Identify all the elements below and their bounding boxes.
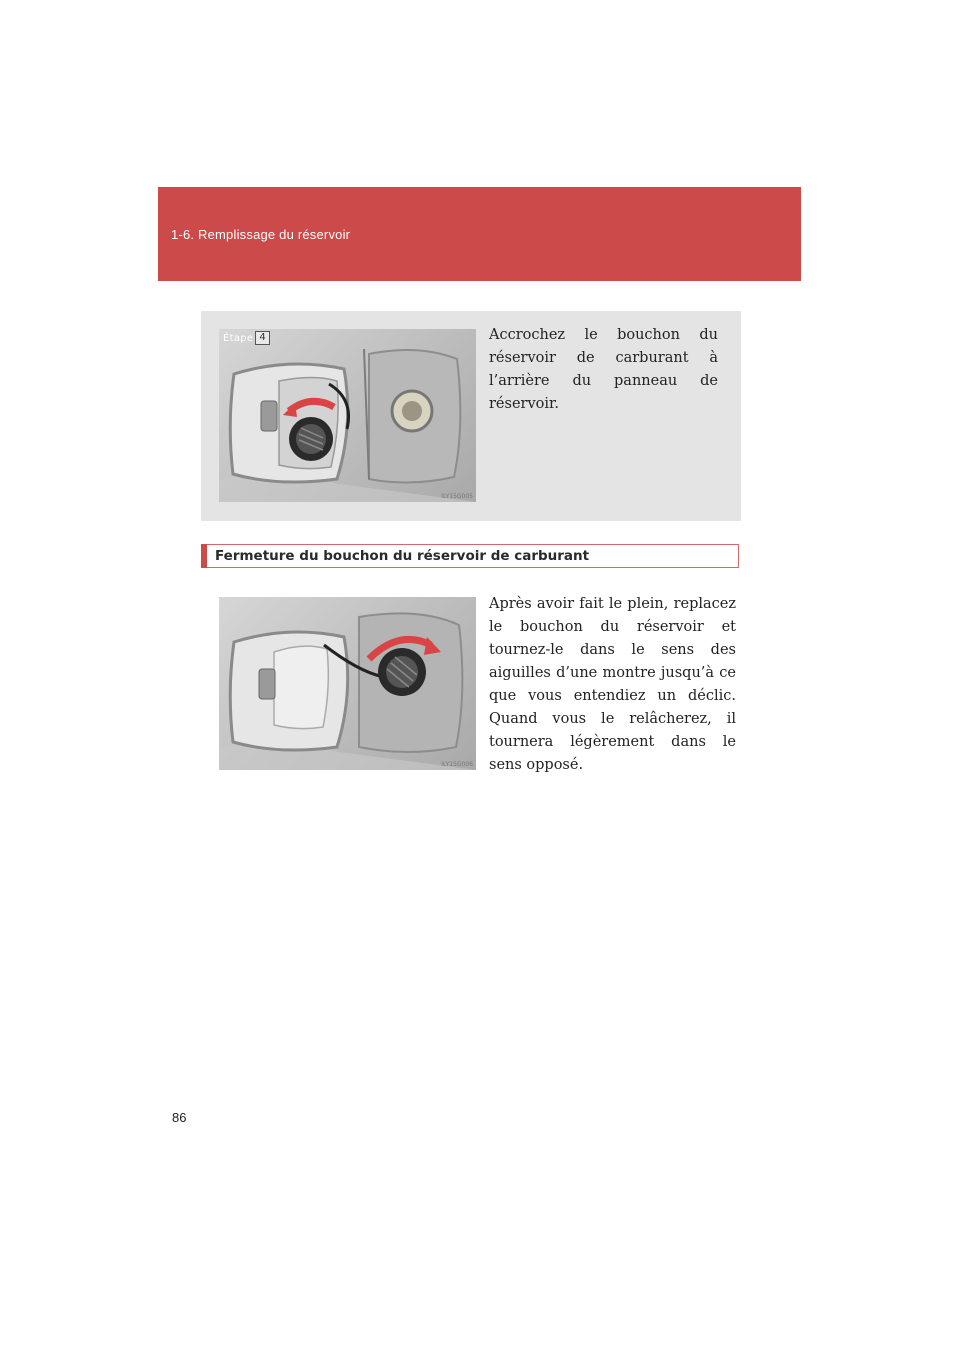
image-code: ILY15G006 xyxy=(441,761,473,768)
step-label: Étape xyxy=(223,332,254,344)
step-badge xyxy=(221,331,270,345)
closing-heading-text: Fermeture du bouchon du réservoir de carburant xyxy=(215,548,590,564)
closing-text: Après avoir fait le plein, replacez le bouchon du réservoir et tournez-le dans le sens des aiguilles d’une montre jusqu’à ce que vous entendiez un déclic. Quand vous le relâcherez, il tournera légèrement dans le sens opposé. xyxy=(489,596,736,773)
fuel-cap-closing-illustration xyxy=(219,597,476,770)
image-code: ILY15G005 xyxy=(441,493,473,500)
step-4-text: Accrochez le bouchon du réservoir de carburant à l’arrière du panneau de réservoir. xyxy=(489,327,718,412)
fuel-cap-hanging-illustration xyxy=(219,329,476,502)
chapter-header xyxy=(158,187,801,281)
section-title: 1-6. Remplissage du réservoir xyxy=(171,227,351,242)
page-number: 86 xyxy=(172,1110,187,1125)
fuel-door-open-drawing xyxy=(219,329,476,502)
fuel-cap-closing-drawing xyxy=(219,597,476,770)
heading-marker xyxy=(201,544,207,568)
step-4-panel xyxy=(201,311,741,521)
step-number: 4 xyxy=(255,331,269,345)
closing-subheading xyxy=(201,544,739,568)
